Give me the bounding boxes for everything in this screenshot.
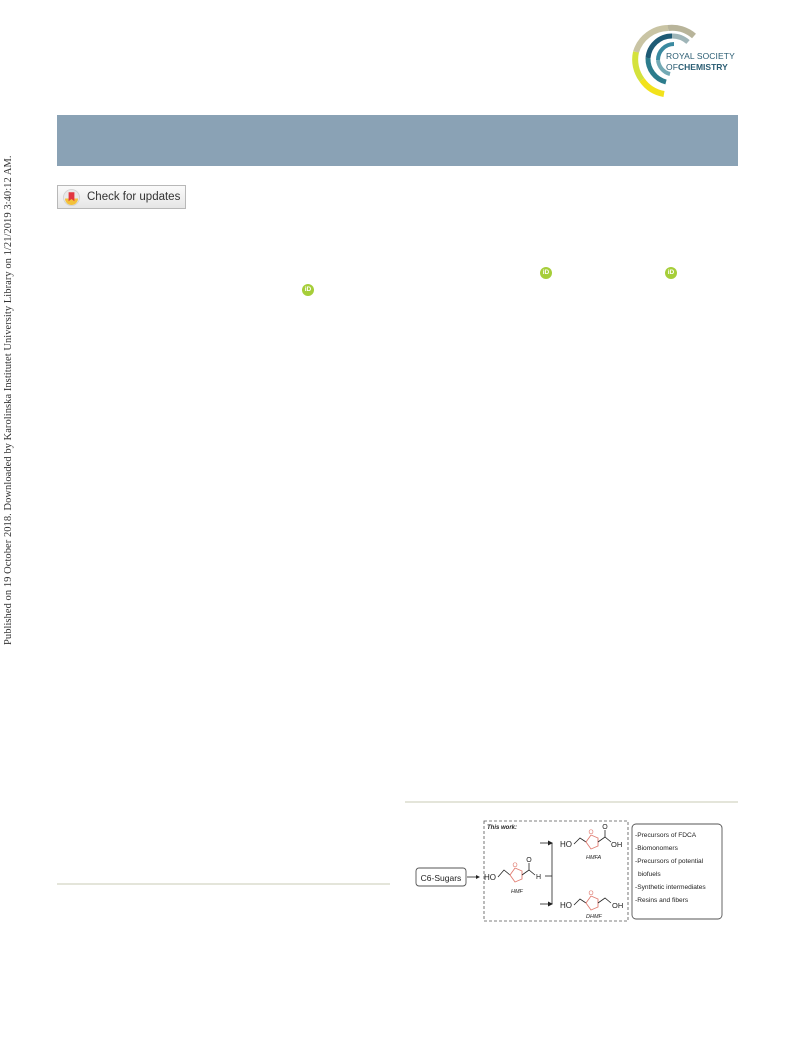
dhmf-ring-oxygen: O: [588, 890, 594, 897]
hmfa-ho: HO: [560, 840, 572, 849]
rsc-logo-text: [666, 51, 735, 72]
hmf-carbonyl-oxygen: O: [526, 857, 532, 864]
reaction-scheme-drawing: [414, 818, 726, 924]
arrow-head-icon: [476, 875, 480, 879]
article-type-banner: [57, 115, 738, 166]
hmf-ring-oxygen: O: [512, 862, 518, 869]
application-item: biofuels: [638, 871, 661, 878]
hmf-name: HMF: [511, 889, 523, 895]
logo-line-2-prefix: OF: [666, 62, 679, 72]
logo-line-1: ROYAL SOCIETY: [666, 51, 735, 61]
check-for-updates-button[interactable]: [57, 185, 186, 209]
orcid-icon[interactable]: iD: [665, 267, 677, 279]
rsc-logo[interactable]: [628, 22, 740, 98]
dhmf-oh: OH: [612, 901, 624, 910]
reaction-scheme: [414, 818, 726, 924]
hmfa-oh: OH: [611, 840, 623, 849]
orcid-icon[interactable]: iD: [540, 267, 552, 279]
hmf-hydrogen: H: [536, 874, 542, 881]
publication-note: Published on 19 October 2018. Downloaded by Karolinska Institutet University Library on 1/21/2019 3:40:12 AM.: [3, 155, 14, 645]
crossmark-bookmark-icon: [63, 189, 80, 206]
dhmf-ho: HO: [560, 901, 572, 910]
dhmf-name: DHMF: [586, 914, 602, 920]
hmfa-ring-oxygen: O: [588, 829, 594, 836]
hmfa-name: HMFA: [586, 855, 602, 861]
c6-sugars-label: C6-Sugars: [420, 873, 462, 883]
application-item: -Precursors of potential: [635, 858, 704, 865]
application-item: -Resins and fibers: [635, 897, 689, 904]
dhmf-furan-ring: [586, 896, 598, 910]
hmf-ho: HO: [484, 873, 496, 882]
hmfa-carbonyl-oxygen: O: [602, 824, 608, 831]
logo-line-2-bold: CHEMISTRY: [678, 62, 728, 72]
check-for-updates-label: Check for updates: [87, 191, 181, 203]
application-item: -Biomonomers: [635, 845, 678, 852]
hmf-furan-ring: [510, 868, 522, 882]
application-item: -Synthetic intermediates: [635, 884, 706, 891]
orcid-icon[interactable]: iD: [302, 284, 314, 296]
abstract-bottom-rule: [57, 883, 390, 885]
application-item: -Precursors of FDCA: [635, 832, 697, 839]
hmfa-furan-ring: [586, 835, 598, 849]
this-work-label: This work:: [487, 825, 518, 831]
scheme-top-rule: [405, 801, 738, 803]
